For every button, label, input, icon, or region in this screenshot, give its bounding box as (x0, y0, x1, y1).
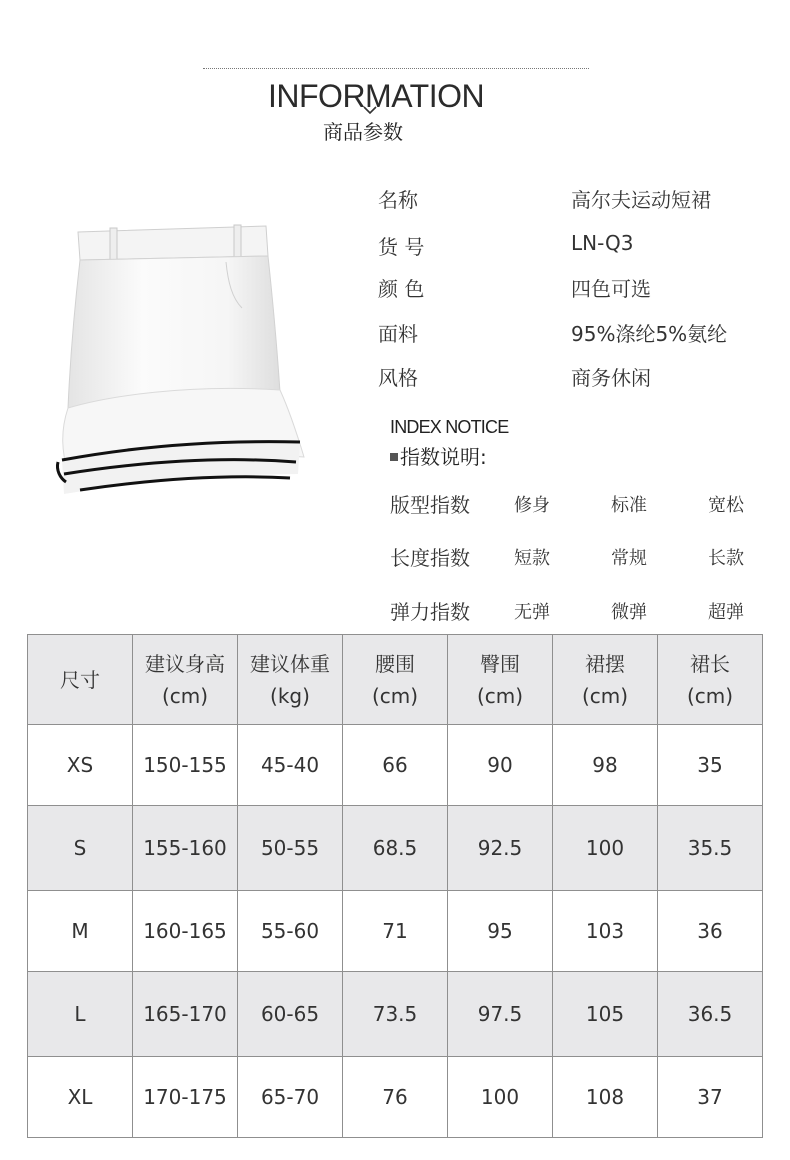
table-cell: 97.5 (448, 972, 553, 1057)
section-title-cn: 商品参数 (323, 120, 403, 144)
table-row (28, 806, 763, 891)
spec-value: 四色可选 (571, 277, 651, 301)
spec-row-fabric (378, 318, 758, 344)
table-cell: 108 (553, 1057, 658, 1138)
table-cell: L (28, 972, 133, 1057)
header-length: 裙长 (cm) (658, 635, 763, 725)
index-label: 版型指数 (390, 493, 470, 517)
header-weight: 建议体重 (kg) (238, 635, 343, 725)
table-cell: 36 (658, 891, 763, 972)
table-cell: 105 (553, 972, 658, 1057)
spec-row-item-number (378, 231, 758, 257)
index-row-length (390, 544, 770, 570)
table-cell: 76 (343, 1057, 448, 1138)
table-cell: 95 (448, 891, 553, 972)
dotted-divider (203, 68, 589, 69)
index-notice-title-en: INDEX NOTICE (390, 417, 509, 437)
index-option: 修身 (514, 495, 550, 516)
table-cell: 45-40 (238, 725, 343, 806)
table-cell: 35.5 (658, 806, 763, 891)
table-cell: XS (28, 725, 133, 806)
table-cell: 36.5 (658, 972, 763, 1057)
index-label: 弹力指数 (390, 600, 470, 624)
table-cell: 66 (343, 725, 448, 806)
spec-row-style (378, 362, 758, 388)
table-cell: 160-165 (133, 891, 238, 972)
table-cell: 60-65 (238, 972, 343, 1057)
spec-label: 面料 (378, 322, 418, 346)
header-size: 尺寸 (28, 635, 133, 725)
index-row-elasticity (390, 598, 770, 624)
header-hip: 臀围 (cm) (448, 635, 553, 725)
spec-row-name (378, 184, 758, 210)
index-option: 微弹 (611, 602, 647, 623)
header-height: 建议身高 (cm) (133, 635, 238, 725)
table-cell: 100 (448, 1057, 553, 1138)
square-bullet-icon (390, 453, 398, 461)
index-option: 无弹 (514, 602, 550, 623)
index-notice-title-cn-text: 指数说明: (400, 445, 487, 469)
spec-row-color (378, 273, 758, 299)
index-label: 长度指数 (390, 546, 470, 570)
table-row (28, 972, 763, 1057)
table-cell: 92.5 (448, 806, 553, 891)
spec-value: 95%涤纶5%氨纶 (571, 322, 728, 346)
table-cell: 37 (658, 1057, 763, 1138)
table-cell: 73.5 (343, 972, 448, 1057)
index-option: 常规 (611, 548, 647, 569)
table-cell: 65-70 (238, 1057, 343, 1138)
header-hem: 裙摆 (cm) (553, 635, 658, 725)
section-title-en: INFORMATION (268, 78, 485, 114)
table-cell: 170-175 (133, 1057, 238, 1138)
spec-value: 商务休闲 (571, 366, 651, 390)
table-cell: 103 (553, 891, 658, 972)
index-option: 超弹 (708, 602, 744, 623)
spec-value: 高尔夫运动短裙 (571, 188, 711, 212)
table-cell: 50-55 (238, 806, 343, 891)
size-chart-table (27, 634, 763, 1138)
product-image (28, 212, 318, 522)
chevron-down-icon (363, 106, 377, 115)
table-cell: 150-155 (133, 725, 238, 806)
table-cell: 155-160 (133, 806, 238, 891)
table-cell: 35 (658, 725, 763, 806)
table-cell: 98 (553, 725, 658, 806)
index-notice-title-cn (390, 441, 487, 470)
table-cell: 100 (553, 806, 658, 891)
table-cell: 165-170 (133, 972, 238, 1057)
table-cell: 90 (448, 725, 553, 806)
index-option: 短款 (514, 548, 550, 569)
header-waist: 腰围 (cm) (343, 635, 448, 725)
spec-label: 风格 (378, 366, 418, 390)
table-cell: 68.5 (343, 806, 448, 891)
spec-label: 货 号 (378, 235, 425, 259)
table-cell: M (28, 891, 133, 972)
table-cell: XL (28, 1057, 133, 1138)
table-header-row (28, 635, 763, 725)
table-row (28, 891, 763, 972)
index-option: 宽松 (708, 495, 744, 516)
index-row-fit (390, 491, 770, 517)
table-row (28, 1057, 763, 1138)
table-row (28, 725, 763, 806)
table-cell: S (28, 806, 133, 891)
spec-label: 颜 色 (378, 277, 425, 301)
index-option: 标准 (611, 495, 647, 516)
table-cell: 71 (343, 891, 448, 972)
spec-label: 名称 (378, 188, 418, 212)
index-option: 长款 (708, 548, 744, 569)
table-cell: 55-60 (238, 891, 343, 972)
spec-value: LN-Q3 (571, 231, 634, 255)
